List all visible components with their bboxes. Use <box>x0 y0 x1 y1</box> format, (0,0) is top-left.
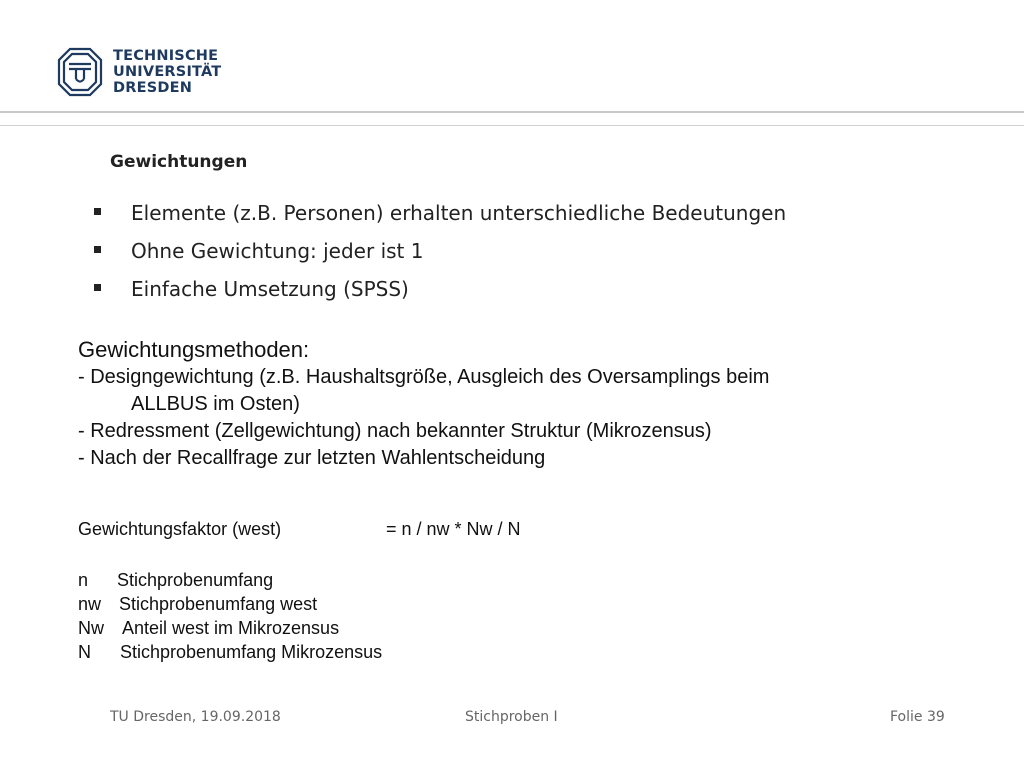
square-bullet-icon <box>94 246 101 253</box>
square-bullet-icon <box>94 284 101 291</box>
logo-line-1: TECHNISCHE <box>113 48 219 64</box>
definition-row <box>78 616 382 640</box>
footer-slide-number: Folie 39 <box>890 709 945 725</box>
bullet-text: Einfache Umsetzung (SPSS) <box>131 277 409 301</box>
definition-symbol: n <box>78 570 89 590</box>
methods-line: - Designgewichtung (z.B. Haushaltsgröße, Ausgleich des Oversamplings beim <box>78 366 770 388</box>
bullet-item <box>94 274 786 312</box>
footer-title: Stichproben I <box>465 709 558 725</box>
methods-line: ALLBUS im Osten) <box>131 393 300 415</box>
definition-symbol: N <box>78 642 91 662</box>
tu-dresden-logo <box>57 47 227 99</box>
definition-text: Anteil west im Mikrozensus <box>122 618 340 638</box>
square-bullet-icon <box>94 208 101 215</box>
methods-heading: Gewichtungsmethoden: <box>78 337 310 362</box>
definition-row <box>78 568 382 592</box>
bullet-item <box>94 198 786 236</box>
definitions-list <box>78 568 382 664</box>
section-title: Gewichtungen <box>110 152 248 172</box>
methods-line: - Nach der Recallfrage zur letzten Wahlentscheidung <box>78 447 546 469</box>
definition-text: Stichprobenumfang Mikrozensus <box>120 642 383 662</box>
methods-block <box>78 336 769 472</box>
bullet-item <box>94 236 786 274</box>
bullet-text: Ohne Gewichtung: jeder ist 1 <box>131 239 424 263</box>
definition-symbol: Nw <box>78 618 104 638</box>
header-divider <box>0 111 1024 113</box>
logo-line-2: UNIVERSITÄT <box>113 64 222 80</box>
weighting-formula <box>78 519 521 540</box>
definition-row <box>78 640 382 664</box>
footer-date: TU Dresden, 19.09.2018 <box>110 709 281 725</box>
bullet-text: Elemente (z.B. Personen) erhalten unterschiedliche Bedeutungen <box>131 201 787 225</box>
formula-expression: = n / nw * Nw / N <box>386 519 521 539</box>
definition-text: Stichprobenumfang west <box>119 594 318 614</box>
definition-row <box>78 592 382 616</box>
methods-line: - Redressment (Zellgewichtung) nach bekannter Struktur (Mikrozensus) <box>78 420 712 442</box>
tu-dresden-emblem-icon <box>57 47 103 97</box>
logo-line-3: DRESDEN <box>113 80 193 96</box>
definition-symbol: nw <box>78 594 102 614</box>
formula-label: Gewichtungsfaktor (west) <box>78 519 282 539</box>
definition-text: Stichprobenumfang <box>117 570 274 590</box>
bullet-list <box>94 198 786 312</box>
header-divider-thin <box>0 125 1024 126</box>
